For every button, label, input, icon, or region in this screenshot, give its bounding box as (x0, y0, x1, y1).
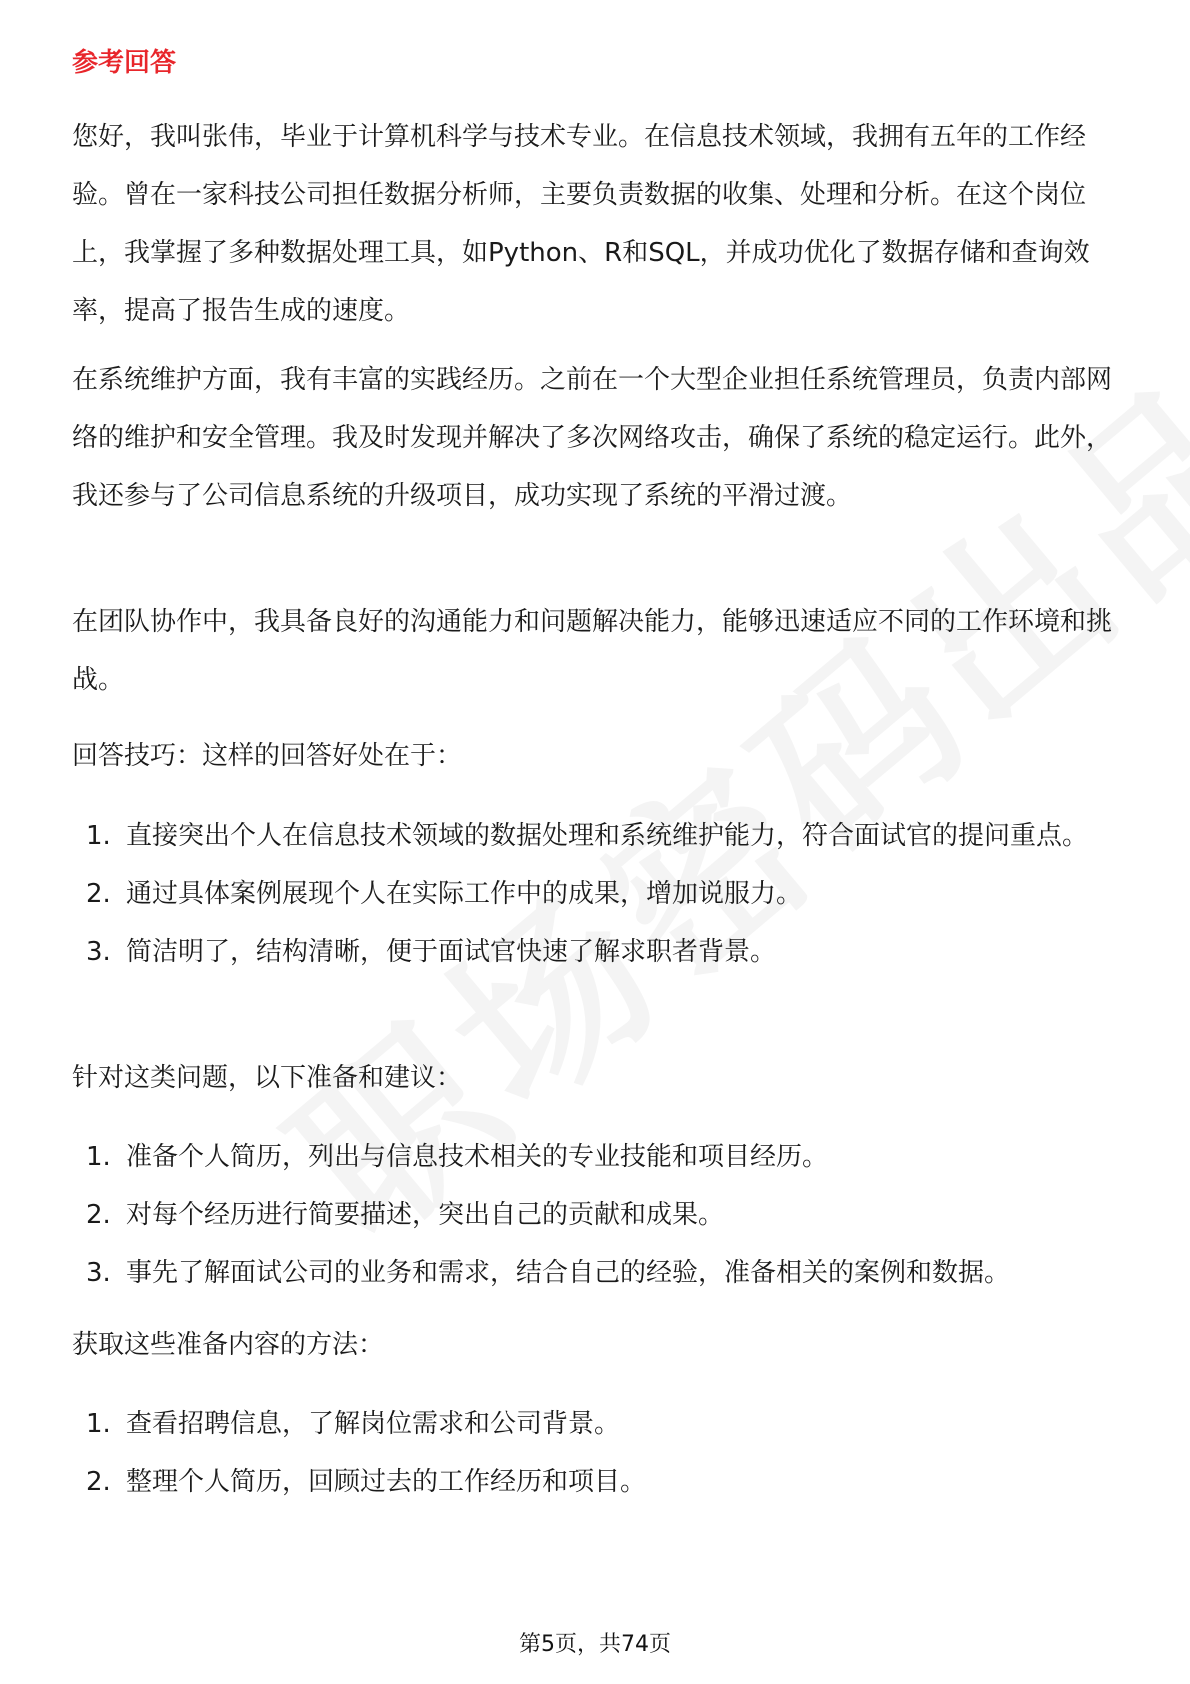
list-number: 3. (86, 937, 111, 967)
list-number: 1. (86, 1142, 111, 1172)
list-item-text: 对每个经历进行简要描述，突出自己的贡献和成果。 (126, 1200, 725, 1230)
list-item (72, 1128, 1122, 1186)
list-item (72, 1186, 1122, 1244)
list-item-text: 整理个人简历，回顾过去的工作经历和项目。 (126, 1467, 647, 1497)
list-item (72, 1453, 1122, 1511)
intro-paragraph-1: 您好，我叫张伟，毕业于计算机科学与技术专业。在信息技术领域，我拥有五年的工作经验。曾在一家科技公司担任数据分析师，主要负责数据的收集、处理和分析。在这个岗位上，我掌握了多种数据处理工具，如Python、R和SQL，并成功优化了数据存储和查询效率，提高了报告生成的速度。 (72, 122, 1090, 326)
list-number: 2. (86, 879, 111, 909)
list-item-text: 查看招聘信息，了解岗位需求和公司背景。 (126, 1409, 621, 1439)
list-number: 1. (86, 1409, 111, 1439)
list-item (72, 807, 1122, 865)
section-heading: 参考回答 (72, 48, 177, 78)
page-number: 第5页，共74页 (519, 1632, 671, 1657)
tips-list (72, 807, 1122, 981)
list-number: 2. (86, 1467, 111, 1497)
prep-title: 针对这类问题，以下准备和建议： (72, 1063, 463, 1093)
intro-paragraph-2: 在系统维护方面，我有丰富的实践经历。之前在一个大型企业担任系统管理员，负责内部网络的维护和安全管理。我及时发现并解决了多次网络攻击，确保了系统的稳定运行。此外，我还参与了公司信息系统的升级项目，成功实现了系统的平滑过渡。 (72, 365, 1113, 511)
list-item (72, 865, 1122, 923)
list-number: 1. (86, 821, 111, 851)
list-item (72, 923, 1122, 981)
list-item-text: 通过具体案例展现个人在实际工作中的成果，增加说服力。 (126, 879, 803, 909)
list-item-text: 简洁明了，结构清晰，便于面试官快速了解求职者背景。 (126, 937, 777, 967)
method-list (72, 1395, 1122, 1511)
list-item (72, 1244, 1122, 1302)
list-number: 2. (86, 1200, 111, 1230)
method-title: 获取这些准备内容的方法： (72, 1330, 385, 1360)
intro-paragraph-3: 在团队协作中，我具备良好的沟通能力和问题解决能力，能够迅速适应不同的工作环境和挑战。 (72, 607, 1113, 695)
tips-title: 回答技巧：这样的回答好处在于： (72, 741, 463, 771)
prep-list (72, 1128, 1122, 1302)
list-item (72, 1395, 1122, 1453)
list-item-text: 准备个人简历，列出与信息技术相关的专业技能和项目经历。 (126, 1142, 829, 1172)
list-item-text: 直接突出个人在信息技术领域的数据处理和系统维护能力，符合面试官的提问重点。 (126, 821, 1089, 851)
list-item-text: 事先了解面试公司的业务和需求，结合自己的经验，准备相关的案例和数据。 (126, 1258, 1011, 1288)
list-number: 3. (86, 1258, 111, 1288)
